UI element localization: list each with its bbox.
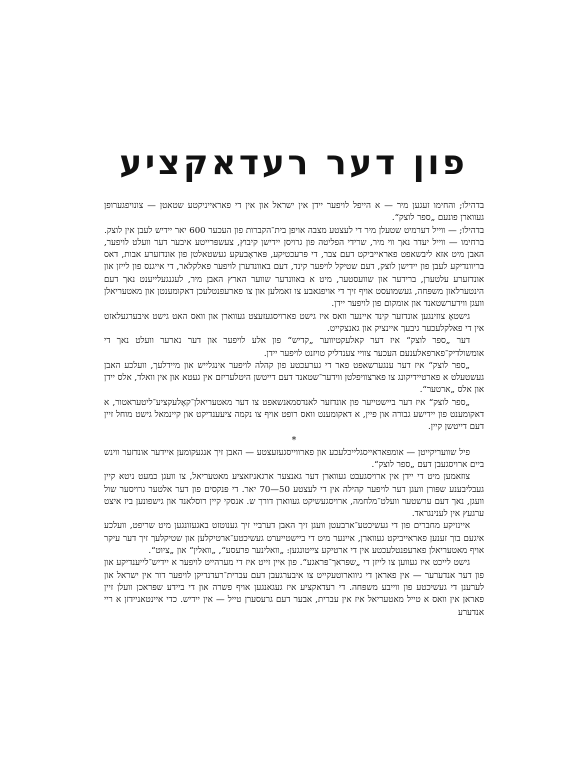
paragraph: צוזאמען מיט די יידן אין ארויסגעבט געווארן דער גאנצער ארגאניזאציע מאטעריאל, צו וועגן כמעט ניטא קיין געבליבענע שפּורן וועגן דער לויפער קהילה אין די לעצטע 50—70 יאר. די פּנקסים פון דער אלטער גרויסער שול וועגן, נאך דעם ערשטער וועלט־מלחמה, ארויסגעשיקט געווארן דורך ש. אנסקי קיין רוסלאנד און גישפונען ביז איצט ערגעץ אין לענינגראד. xyxy=(104,472,484,520)
paragraph: פיל שוועריקייטן — אומפאראייסגלייכלעכע און פארווייסגעזעצטע — האבן זיך אנגעקומען איידער אונדזער ווינש ביים ארויסגעבן דעם „ספר לוצק“. xyxy=(104,447,484,470)
section-divider: * xyxy=(291,435,297,446)
paragraph: „ספר לוצק“ איז דער ביישטייער פון אונדזער לאנדסמאנשאפט צו דער מאטעריאלן־קאָלעקציע־ליטעראטור, א דאקומענט פון יידישע גבורה און פיין, א דאקומענט וואס רופט אויף צו נקמה ציעענדיקט און קיינמאל גישט מוחל זיין דעם דייטשן קיין. xyxy=(104,397,484,433)
paragraph: איינזיקע מחברים פון די געשיכטע־ארבעטן וועגן זיך האבן דערביי זיך גענוטזט באגעזונגען מיט שריפט, וועלכע איגעם בוך זענען פאראייביקט געווארן, איינער מיט די ביישטייערט געשיכטע־ארטיקלען און שטיקלעך זיך דער עיקר אויף מאטעריאלן פארעפנטלעכטע אין די ארטיקע צייטונגען: „וואלינער פרעסע“, „וואלין“ און „ציוט“. xyxy=(104,521,484,557)
paragraph: בדהילו; והחימו זעגען מיר — א הייפל לויפער יידן אין ישראל און אין די פאראייניקטע שטאטן — צונויפגערופן געווארן פונעם „ספר לוצק“. xyxy=(104,201,484,224)
paragraph: דער „ספר לוצק“ איז דער קאלעקטיווער „קדיש“ פון אלע לויפער און דער נארער וועלט נאך די אומשולדיק־פארפאלענעם העכער צוויי צענדליק טויזנט לויפער יידן. xyxy=(104,336,484,359)
paragraph: ברחימו — ווייל יעדר נאך ווי מיר, שרידי הפליטה פון גרויסן יידישן קיבוץ, צעשפּרייטע איבער דער וועלט לויפער, האבן מיט אזא ליבשאפט פאראייביקט דעם צבר, די פּרעכטיקע, פּאראָבעקע געשטאלטן פון אונדזערע אבות, דאס בריוונדיקע לעבן פון יידישן לוצק, דעם שטיקל לויפער קינד, דעם באוונדערן לויפער פאלקלאר, די אייגנס פון לייזן און אונדזערע עלטערן, ברידער און שוועסטער, מיט א באוונדער שווער הארץ האבן מיר, לעגנגעלייענט נאך דעם הינטערלאזן משפּחה, געשמועסט אויף זיך די אויפגאבע צו זאמלען און צו פארעפנטלעכן דאקומענטן און מאטעריאלן וועגן ווידערשטאנד און אומקום פון לויפער יידן. xyxy=(104,237,484,310)
paragraph: גישטאָ צוזינגען אונדזער קינד איינער וואס איז גישט פארויסגעזעצט געווארן און וואס האט גישט איבערגעלאזט אין די פאלקלעכער גיבעך איינציק און גאנצקייט. xyxy=(104,311,484,334)
paragraph: גישט לייכט איז געווען צו לייזן די „שפּראך־פּראגע“. פון איין זייט איז די מערהייט לויפער א יידיש־לייענדיקע און פון דער אנדערער — אין פאראן די גיווארוטעקייט צו איבערגעבן דעם עברית־רעדנדיקן לויפער דור אין ישראל און לערענן די געשיכטע פון ווייבע משפּחה. די רעדאקציע איז געגאנגען אויף פשרה און די ביידע שפּראכן וועלן זיין פאראן אין וואס א טייל מאטעריאל איז אין עברית, אבער דעם גרעסערן טייל — אין יידיש. כדי איינטאניידזן א ריי אנדערע xyxy=(104,558,484,618)
page-title: פון דער רעדאקציע xyxy=(119,143,468,183)
article-body xyxy=(104,200,484,619)
paragraph: „ספר לוצק“ איז דער ענגערשאפט פאר די גערעכטע פון קהלה לויפער אינגלייש און מיידלעך, וועלכע האבן געשטעלט א פארטיידיקונג צו פארצוויפלטן ווידער־שטאנד דעם דייטשן היטלעריזם אין געטא און אין וואלד, אלס יידן און אלס „ארטער“. xyxy=(104,360,484,396)
paragraph: בדהילו; — ווייל דערמיט שטעלן מיר די לעצטע מצבה אויפן בית־הקברות פון העכער 600 יאר יידיש לעבן אין לוצק. xyxy=(104,225,484,236)
